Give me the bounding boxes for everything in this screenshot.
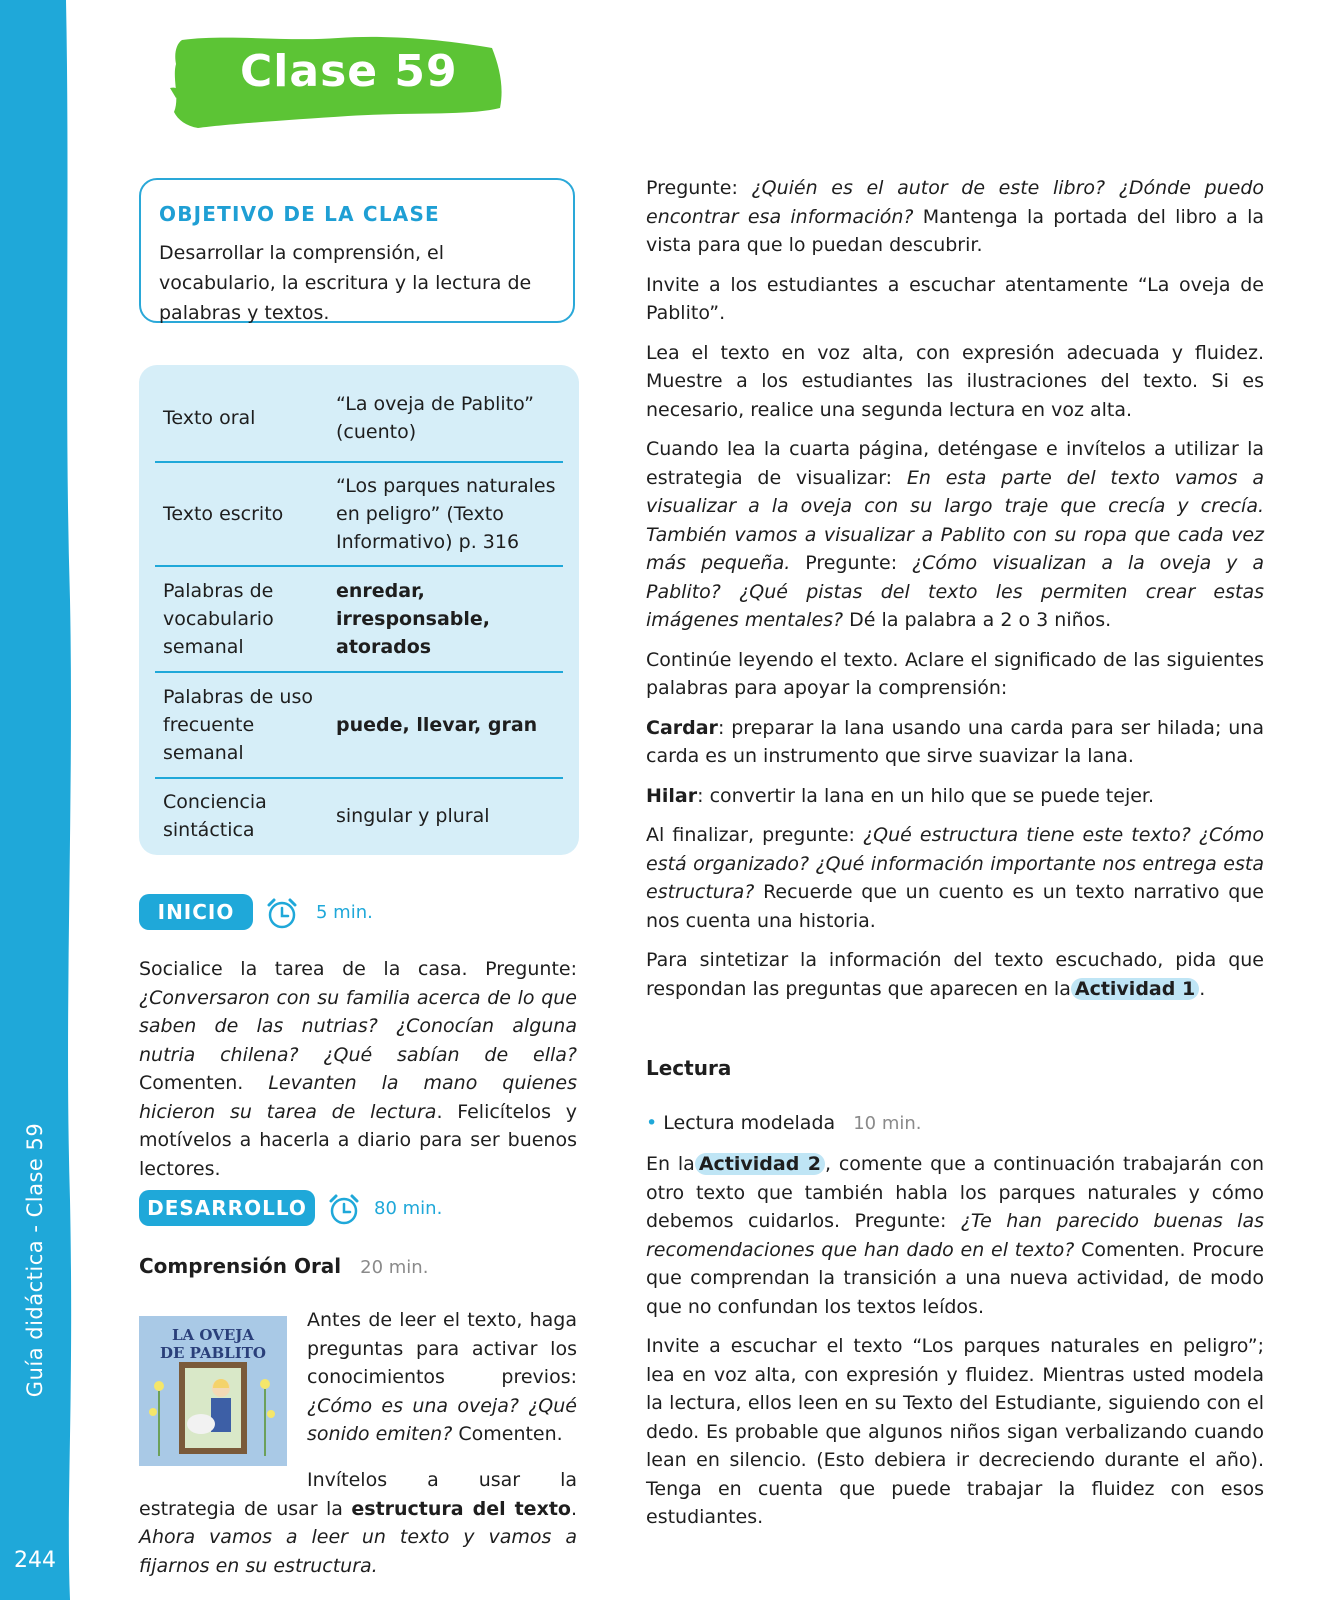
inicio-t2: ¿Conversaron con su familia acerca de lo que saben de las nutrias? ¿Conocían alguna nutria chilena? ¿Qué sabían de ella? — [139, 986, 577, 1066]
inicio-text — [139, 955, 577, 1194]
right-p8c: Recuerde que un cuento es un texto narrativo que nos cuenta una historia. — [646, 881, 1264, 932]
comprension-p1c: Comenten. — [452, 1423, 563, 1445]
comprension-heading — [139, 1254, 428, 1278]
desarrollo-minutes: 80 min. — [374, 1198, 443, 1219]
inicio-badge: INICIO — [139, 894, 253, 930]
desarrollo-badge: DESARROLLO — [139, 1190, 315, 1226]
modelada-label: Lectura modelada — [663, 1112, 836, 1134]
inicio-t1: Socialice la tarea de la casa. Pregunte: — [139, 958, 577, 980]
comprension-p2b: estructura del texto — [351, 1497, 571, 1520]
comprension-p2a: Invítelos a usar la estrategia de usar la — [139, 1469, 577, 1520]
right-p10e: Comenten. Procure que comprendan la transición a una nueva actividad, de modo que no confundan los textos leídos. — [646, 1238, 1264, 1318]
row-key: Palabras de vocabulario semanal — [163, 580, 274, 658]
row-value: singular y plural — [336, 805, 490, 827]
term-hilar: Hilar — [646, 784, 698, 807]
row-key: Palabras de uso frecuente semanal — [163, 686, 313, 764]
page-number: 244 — [14, 1548, 56, 1573]
right-column-upper — [646, 174, 1264, 1014]
right-p3: Lea el texto en voz alta, con expresión adecuada y fluidez. Muestre a los estudiantes las ilustraciones del texto. Si es necesario, realice una segunda lectura en voz alta. — [646, 341, 1264, 421]
row-key: Texto oral — [163, 407, 256, 429]
comprension-text-2 — [139, 1466, 577, 1591]
right-p8b: ¿Qué estructura tiene este texto? ¿Cómo está organizado? ¿Qué información importante nos entrega esta estructura? — [646, 824, 1265, 903]
right-column-lower — [646, 1150, 1264, 1543]
right-p5: Continúe leyendo el texto. Aclare el significado de las siguientes palabras para apoyar la comprensión: — [646, 648, 1264, 699]
comprension-minutes: 20 min. — [360, 1257, 429, 1278]
table-row — [155, 375, 563, 463]
comprension-p1b: ¿Cómo es una oveja? ¿Qué sonido emiten? — [307, 1394, 577, 1445]
right-p6b: : preparar la lana usando una carda para ser hilada; una carda es un instrumento que sirve suavizar la lana. — [646, 716, 1264, 767]
comprension-title: Comprensión Oral — [139, 1254, 342, 1278]
comprension-text-1 — [307, 1306, 577, 1460]
objective-text: Desarrollar la comprensión, el vocabulario, la escritura y la lectura de palabras y textos. — [159, 242, 532, 324]
right-p11: Invite a escuchar el texto “Los parques naturales en peligro”; lea en voz alta, con expresión y fluidez. Mientras usted modela la lectura, ellos leen en su Texto del Estudiante, siguiendo con el dedo. Es probable que algunos niños sigan verbalizando cuando lean en silencio. (Esto debiera ir decreciendo durante el año). Tenga en cuenta que puede trabajar la fluidez con esos estudiantes. — [646, 1335, 1264, 1528]
inicio-minutes: 5 min. — [316, 902, 373, 923]
right-p7b: : convertir la lana en un hilo que se puede tejer. — [697, 784, 1155, 807]
right-p10d: ¿Te han parecido buenas las recomendaciones que han dado en el texto? — [646, 1210, 1264, 1261]
inicio-t4: Levanten la mano quienes hicieron su tarea de lectura — [139, 1072, 577, 1123]
table-row — [155, 779, 563, 853]
row-value: puede, llevar, gran — [336, 714, 538, 736]
inicio-t3: Comenten. — [139, 1072, 269, 1094]
row-value: “La oveja de Pablito” (cuento) — [336, 393, 534, 443]
right-p1c: Mantenga la portada del libro a la vista para que lo puedan descubrir. — [646, 205, 1264, 256]
row-value: enredar, irresponsable, atorados — [336, 580, 490, 658]
right-p4e: Dé la palabra a 2 o 3 niños. — [843, 609, 1112, 631]
alarm-clock-icon — [327, 1192, 361, 1226]
modelada-minutes: 10 min. — [853, 1113, 922, 1134]
right-p4d: ¿Cómo visualizan a la oveja y a Pablito? ¿Qué pistas del texto les permiten crear estas imágenes mentales? — [646, 552, 1264, 631]
right-p8a: Al finalizar, pregunte: — [646, 824, 864, 846]
lectura-heading: Lectura — [646, 1056, 732, 1080]
actividad-1-highlight: Actividad 1 — [1071, 978, 1199, 1000]
inicio-t5: . Felicítelos y motívelos a hacerla a diario para ser buenos lectores. — [139, 1100, 577, 1180]
right-p4a: Cuando lea la cuarta página, deténgase e invítelos a utilizar la estrategia de visualizar: — [646, 438, 1264, 489]
right-p4c: Pregunte: — [790, 552, 913, 574]
right-p4b: En esta parte del texto vamos a visualizar a la oveja con su largo traje que crecía y crecía. También vamos a visualizar a Pablito con su ropa que cada vez más pequeña. — [646, 466, 1264, 574]
row-value: “Los parques naturales en peligro” (Texto Informativo) p. 316 — [336, 475, 556, 553]
comprension-p2c: . — [570, 1497, 578, 1520]
book-title-line2: DE PABLITO — [160, 1344, 266, 1362]
table-row — [155, 463, 563, 567]
right-p1b: ¿Quién es el autor de este libro? ¿Dónde puedo encontrar esa información? — [646, 177, 1264, 228]
row-key: Texto escrito — [163, 503, 284, 525]
right-p9c: . — [1199, 977, 1206, 1000]
right-p10a: En la — [646, 1153, 695, 1175]
table-row — [155, 567, 563, 673]
term-cardar: Cardar — [646, 716, 718, 739]
page-title: Clase 59 — [240, 46, 458, 97]
bullet-icon: • — [646, 1112, 658, 1134]
book-title-line1: LA OVEJA — [171, 1326, 255, 1344]
objective-box — [139, 178, 575, 323]
sidebar-label: Guía didáctica - Clase 59 — [23, 1122, 47, 1398]
actividad-2-highlight: Actividad 2 — [695, 1153, 825, 1175]
comprension-p2d: Ahora vamos a leer un texto y vamos a fijarnos en su estructura. — [139, 1526, 577, 1577]
right-p1a: Pregunte: — [646, 177, 752, 199]
comprension-p1a: Antes de leer el texto, haga preguntas para activar los conocimientos previos: — [307, 1309, 577, 1388]
right-p9a: Para sintetizar la información del texto escuchado, pida que respondan las preguntas que aparecen en la — [646, 949, 1264, 1000]
lectura-modelada-line — [646, 1112, 922, 1134]
class-info-table — [139, 365, 579, 855]
alarm-clock-icon — [265, 896, 299, 930]
table-row — [155, 673, 563, 779]
objective-heading: OBJETIVO DE LA CLASE — [159, 202, 440, 226]
right-p10c: , comente que a continuación trabajarán con otro texto que también habla los parques naturales y cómo debemos cuidarlos. Pregunte: — [646, 1153, 1264, 1232]
right-p2: Invite a los estudiantes a escuchar atentamente “La oveja de Pablito”. — [646, 273, 1264, 324]
book-cover-image — [139, 1316, 287, 1466]
row-key: Conciencia sintáctica — [163, 791, 267, 841]
